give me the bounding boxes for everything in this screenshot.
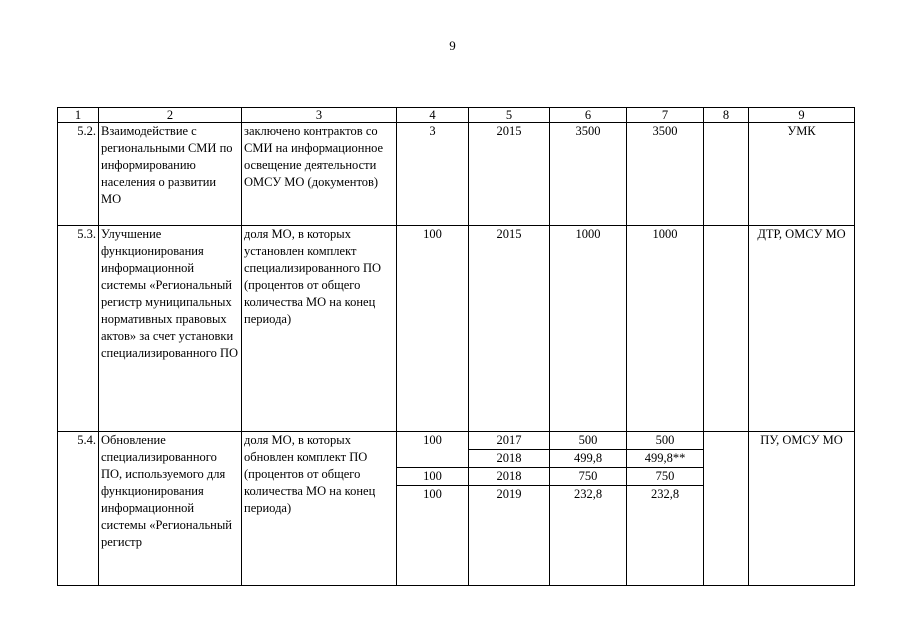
value-cell: 100 bbox=[397, 226, 469, 432]
responsible-cell: УМК bbox=[749, 123, 855, 226]
indicator-cell: доля МО, в которых установлен комплект специализированного ПО (процентов от общего количества МО на конец периода) bbox=[242, 226, 397, 432]
table-row bbox=[58, 123, 855, 226]
value-cell bbox=[704, 468, 749, 486]
value-cell bbox=[704, 226, 749, 432]
value-cell bbox=[704, 450, 749, 468]
value-cell bbox=[704, 486, 749, 586]
column-header: 4 bbox=[397, 108, 469, 123]
value-cell: 100 bbox=[397, 468, 469, 486]
page-number: 9 bbox=[449, 38, 456, 53]
value-cell: 499,8** bbox=[627, 450, 704, 468]
activity-cell: Взаимодействие с региональными СМИ по информированию населения о развитии МО bbox=[99, 123, 242, 226]
year-cell: 2018 bbox=[469, 450, 550, 468]
year-cell: 2017 bbox=[469, 432, 550, 450]
value-cell: 232,8 bbox=[550, 486, 627, 586]
year-cell: 2015 bbox=[469, 226, 550, 432]
value-cell bbox=[704, 432, 749, 450]
column-header: 9 bbox=[749, 108, 855, 123]
value-cell: 750 bbox=[550, 468, 627, 486]
value-cell: 500 bbox=[550, 432, 627, 450]
value-cell: 3500 bbox=[550, 123, 627, 226]
row-number: 5.3. bbox=[58, 226, 99, 432]
row-number: 5.2. bbox=[58, 123, 99, 226]
indicator-cell: доля МО, в которых обновлен комплект ПО (процентов от общего количества МО на конец периода) bbox=[242, 432, 397, 586]
value-cell: 3500 bbox=[627, 123, 704, 226]
value-cell: 750 bbox=[627, 468, 704, 486]
value-cell: 3 bbox=[397, 123, 469, 226]
activity-cell: Обновление специализированного ПО, используемого для функционирования информационной системы «Региональный регистр bbox=[99, 432, 242, 586]
column-header: 1 bbox=[58, 108, 99, 123]
table-row bbox=[58, 432, 855, 450]
value-cell: 232,8 bbox=[627, 486, 704, 586]
year-cell: 2018 bbox=[469, 468, 550, 486]
value-cell: 499,8 bbox=[550, 450, 627, 468]
value-cell bbox=[704, 123, 749, 226]
responsible-cell: ДТР, ОМСУ МО bbox=[749, 226, 855, 432]
program-table bbox=[57, 107, 855, 586]
value-cell: 1000 bbox=[627, 226, 704, 432]
column-header: 8 bbox=[704, 108, 749, 123]
column-header: 6 bbox=[550, 108, 627, 123]
activity-cell: Улучшение функционирования информационной системы «Региональный регистр муниципальных нормативных правовых актов» за счет установки специализированного ПО bbox=[99, 226, 242, 432]
value-cell: 100 bbox=[397, 432, 469, 468]
indicator-cell: заключено контрактов со СМИ на информационное освещение деятельности ОМСУ МО (документов) bbox=[242, 123, 397, 226]
value-cell: 1000 bbox=[550, 226, 627, 432]
year-cell: 2019 bbox=[469, 486, 550, 586]
year-cell: 2015 bbox=[469, 123, 550, 226]
value-cell: 500 bbox=[627, 432, 704, 450]
value-cell: 100 bbox=[397, 486, 469, 586]
column-header: 7 bbox=[627, 108, 704, 123]
column-header: 2 bbox=[99, 108, 242, 123]
row-number: 5.4. bbox=[58, 432, 99, 586]
table-row bbox=[58, 226, 855, 432]
column-header: 5 bbox=[469, 108, 550, 123]
column-header: 3 bbox=[242, 108, 397, 123]
responsible-cell: ПУ, ОМСУ МО bbox=[749, 432, 855, 586]
header-row bbox=[58, 108, 855, 123]
